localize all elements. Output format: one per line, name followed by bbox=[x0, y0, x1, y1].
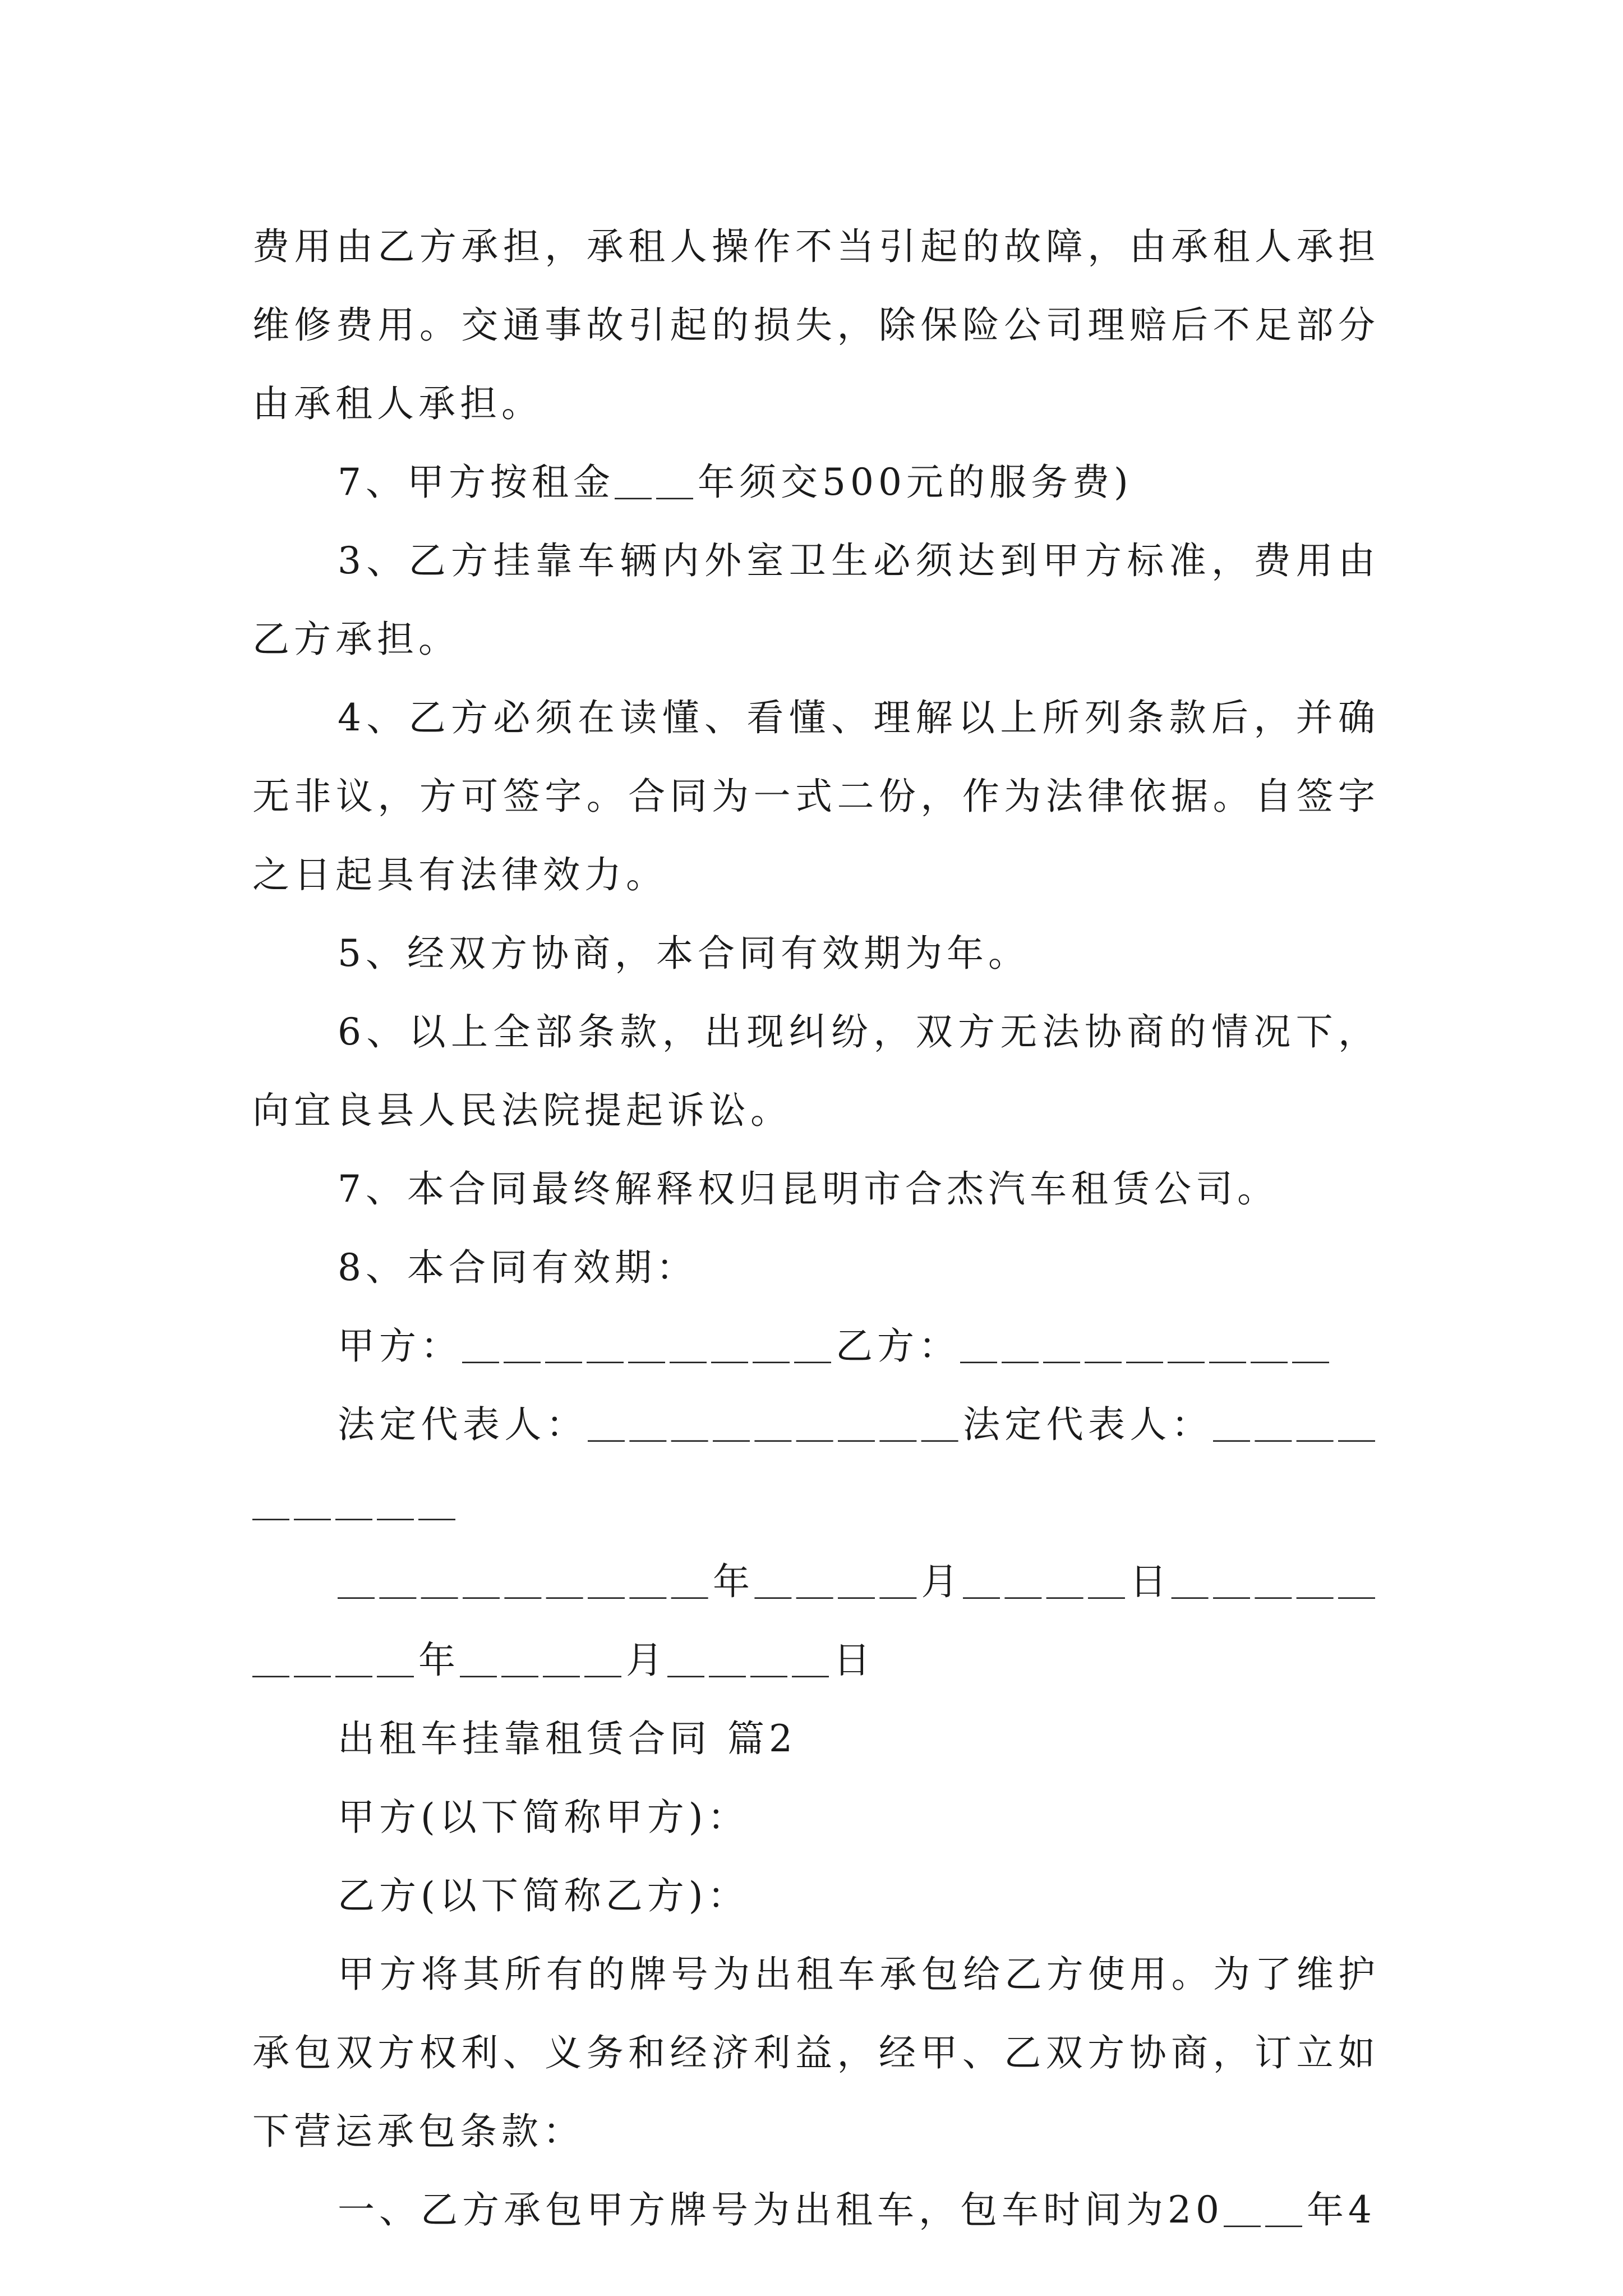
clause-6-disputes: 6、以上全部条款，出现纠纷，双方无法协商的情况下，向宜良县人民法院提起诉讼。 bbox=[252, 1010, 1380, 1132]
contract-2-preamble: 甲方将其所有的牌号为出租车承包给乙方使用。为了维护承包双方权利、义务和经济利益，经甲、乙双方协商，订立如下营运承包条款： bbox=[252, 1953, 1380, 2153]
party-b-line: 乙方(以下简称乙方)： bbox=[338, 1874, 749, 1917]
clause-5-validity: 5、经双方协商，本合同有效期为年。 bbox=[338, 932, 1030, 975]
contract-2-heading: 出租车挂靠租赁合同 篇2 bbox=[338, 1717, 797, 1760]
signature-date-line: ＿＿＿＿＿＿＿＿＿年＿＿＿＿月＿＿＿＿日＿＿＿＿＿＿＿＿＿年＿＿＿＿月＿＿＿＿日 bbox=[252, 1560, 1380, 1682]
party-a-line: 甲方(以下简称甲方)： bbox=[338, 1796, 749, 1839]
document-body bbox=[252, 208, 1380, 2249]
clause-4-signature: 4、乙方必须在读懂、看懂、理解以上所列条款后，并确无非议，方可签字。合同为一式二份，作为法律依据。自签字之日起具有法律效力。 bbox=[252, 696, 1380, 896]
signature-parties-line: 甲方：＿＿＿＿＿＿＿＿＿乙方：＿＿＿＿＿＿＿＿＿ bbox=[338, 1324, 1334, 1368]
signature-representatives-line: 法定代表人：＿＿＿＿＿＿＿＿＿法定代表人：＿＿＿＿＿＿＿＿＿ bbox=[252, 1403, 1380, 1525]
clause-3-hygiene: 3、乙方挂靠车辆内外室卫生必须达到甲方标准，费用由乙方承担。 bbox=[252, 539, 1380, 661]
paragraph-fee-liability: 费用由乙方承担，承租人操作不当引起的故障，由承租人承担维修费用。交通事故引起的损失，除保险公司理赔后不足部分由承租人承担。 bbox=[252, 225, 1380, 425]
clause-7-service-fee: 7、甲方按租金＿＿年须交500元的服务费) bbox=[338, 461, 1133, 504]
clause-7-interpretation: 7、本合同最终解释权归昆明市合杰汽车租赁公司。 bbox=[338, 1167, 1279, 1211]
clause-8-validity-period: 8、本合同有效期： bbox=[338, 1246, 698, 1289]
contract-2-clause-1: 一、乙方承包甲方牌号为出租车，包车时间为20＿＿年4 bbox=[338, 2188, 1376, 2231]
